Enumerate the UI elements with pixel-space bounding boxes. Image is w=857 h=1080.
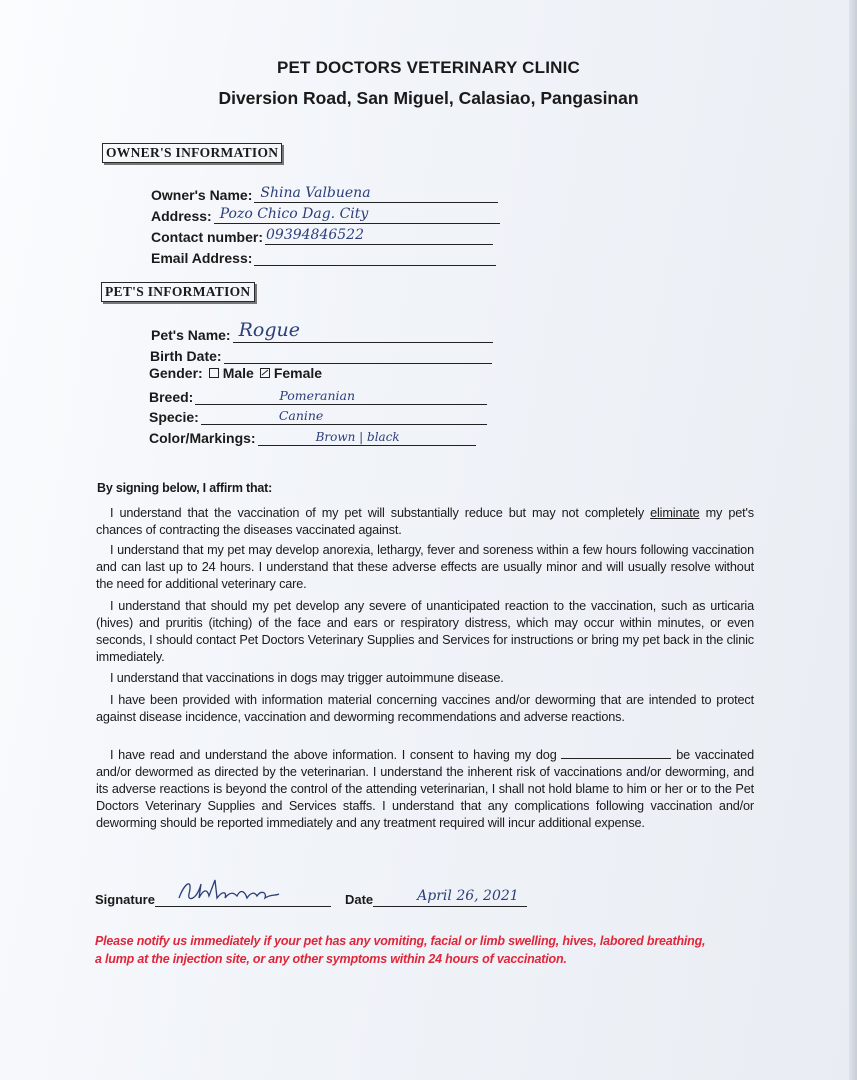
owner-email-field[interactable] (151, 247, 496, 266)
clinic-name: PET DOCTORS VETERINARY CLINIC (276, 58, 581, 77)
pet-name-field[interactable] (151, 319, 493, 343)
p6-text-pre: I have read and understand the above information. I consent to having my dog (110, 748, 562, 762)
owner-address-label: Address: (151, 208, 212, 224)
affirm-paragraph-5: I have been provided with information material concerning vaccines and/or deworming that are intended to protect against disease incidence, vaccination and deworming recommendations and adverse reactions. (96, 693, 754, 724)
pet-gender-row (149, 365, 322, 381)
p6-text-post: be vaccinated and/or dewormed as directed by the veterinarian. I understand the inherent risk of vaccinations and/or deworming, and its adverse reactions is beyond the control of the attending veterinarian, I shall not hold blame to him or her or to the Pet Doctors Veterinary Supplies and Services staffs. I understand that any complications following vaccination and/or deworming should be reported immediately and any treatment required will incur additional expense. (96, 748, 754, 830)
pet-name-value: Rogue (238, 319, 300, 341)
scan-edge-shadow (849, 0, 857, 1080)
pet-color-line[interactable] (258, 427, 476, 446)
date-line[interactable] (373, 876, 527, 907)
affirm-paragraph-3: I understand that should my pet develop any severe of unanticipated reaction to the vaccination, such as urticaria (hives) and pruritis (itching) of the face and ears or respiratory distress, which may occur within minutes, or even seconds, I should contact Pet Doctors Veterinary Supplies and Services for instructions or bring my pet back in the clinic immediately. (96, 599, 754, 664)
affirm-heading: By signing below, I affirm that: (97, 481, 273, 495)
pet-breed-value: Pomeranian (279, 388, 356, 403)
owner-name-field[interactable] (151, 184, 498, 203)
pet-color-field[interactable] (149, 427, 476, 446)
pet-birth-line[interactable] (224, 345, 492, 364)
pet-name-label: Pet's Name: (151, 327, 231, 343)
owner-contact-label: Contact number: (151, 229, 263, 245)
pet-birth-field[interactable] (150, 345, 492, 364)
pet-breed-line[interactable] (195, 386, 487, 405)
owner-contact-value: 09394846522 (266, 227, 364, 243)
p1-text-post: my pet's chances of contracting the diseases vaccinated against. (96, 506, 754, 537)
pet-birth-label: Birth Date: (150, 348, 222, 364)
affirm-paragraph-1 (96, 505, 754, 539)
signature-label: Signature (95, 892, 155, 907)
pet-specie-value: Canine (278, 408, 324, 423)
pet-specie-field[interactable] (149, 406, 487, 425)
male-option-label: Male (222, 365, 254, 381)
date-value: April 26, 2021 (417, 888, 519, 904)
owner-contact-line[interactable] (265, 226, 493, 245)
affirm-paragraph-6 (96, 746, 754, 832)
owner-address-field[interactable] (151, 205, 500, 224)
signature-line[interactable] (155, 876, 331, 907)
male-checkbox[interactable] (209, 368, 219, 378)
dog-name-blank[interactable] (561, 746, 671, 759)
pet-color-value: Brown | black (315, 430, 400, 444)
signature-field[interactable] (95, 876, 527, 907)
owner-address-value: Pozo Chico Dag. City (219, 206, 369, 222)
p1-underlined-word: eliminate (650, 506, 700, 520)
pet-name-line[interactable] (233, 319, 493, 343)
owner-address-line[interactable] (214, 205, 500, 224)
owner-contact-field[interactable] (151, 226, 493, 245)
female-option-label: Female (273, 365, 323, 381)
owner-name-line[interactable] (254, 184, 498, 203)
notice-text: Please notify us immediately if your pet has any vomiting, facial or limb swelling, hives, labored breathing, a lump at the injection site, or any other symptoms within 24 hours of vaccination. (95, 934, 706, 966)
pet-breed-field[interactable] (149, 386, 487, 405)
clinic-address: Diversion Road, San Miguel, Calasiao, Pangasinan (218, 88, 639, 108)
p1-text-pre: I understand that the vaccination of my pet will substantially reduce but may not completely (110, 506, 651, 520)
owner-name-value: Shina Valbuena (260, 185, 371, 201)
owner-email-line[interactable] (254, 247, 496, 266)
date-label: Date (344, 892, 374, 907)
pet-color-label: Color/Markings: (149, 430, 256, 446)
pet-section-title: PET'S INFORMATION (101, 282, 255, 302)
owner-section-title: OWNER'S INFORMATION (102, 143, 282, 163)
owner-email-label: Email Address: (151, 250, 253, 266)
pet-specie-line[interactable] (201, 406, 487, 425)
handwritten-signature (175, 874, 285, 906)
pet-specie-label: Specie: (149, 409, 199, 425)
affirm-paragraph-2: I understand that my pet may develop anorexia, lethargy, fever and soreness within a few hours following vaccination and can last up to 24 hours. I understand that these adverse effects are usually minor and will usually resolve without the need for additional veterinary care. (96, 543, 754, 591)
owner-name-label: Owner's Name: (151, 187, 253, 203)
pet-gender-label: Gender: (149, 365, 203, 381)
female-checkbox-checked[interactable] (260, 368, 270, 378)
pet-breed-label: Breed: (149, 389, 194, 405)
affirm-paragraph-4: I understand that vaccinations in dogs may trigger autoimmune disease. (110, 671, 504, 685)
